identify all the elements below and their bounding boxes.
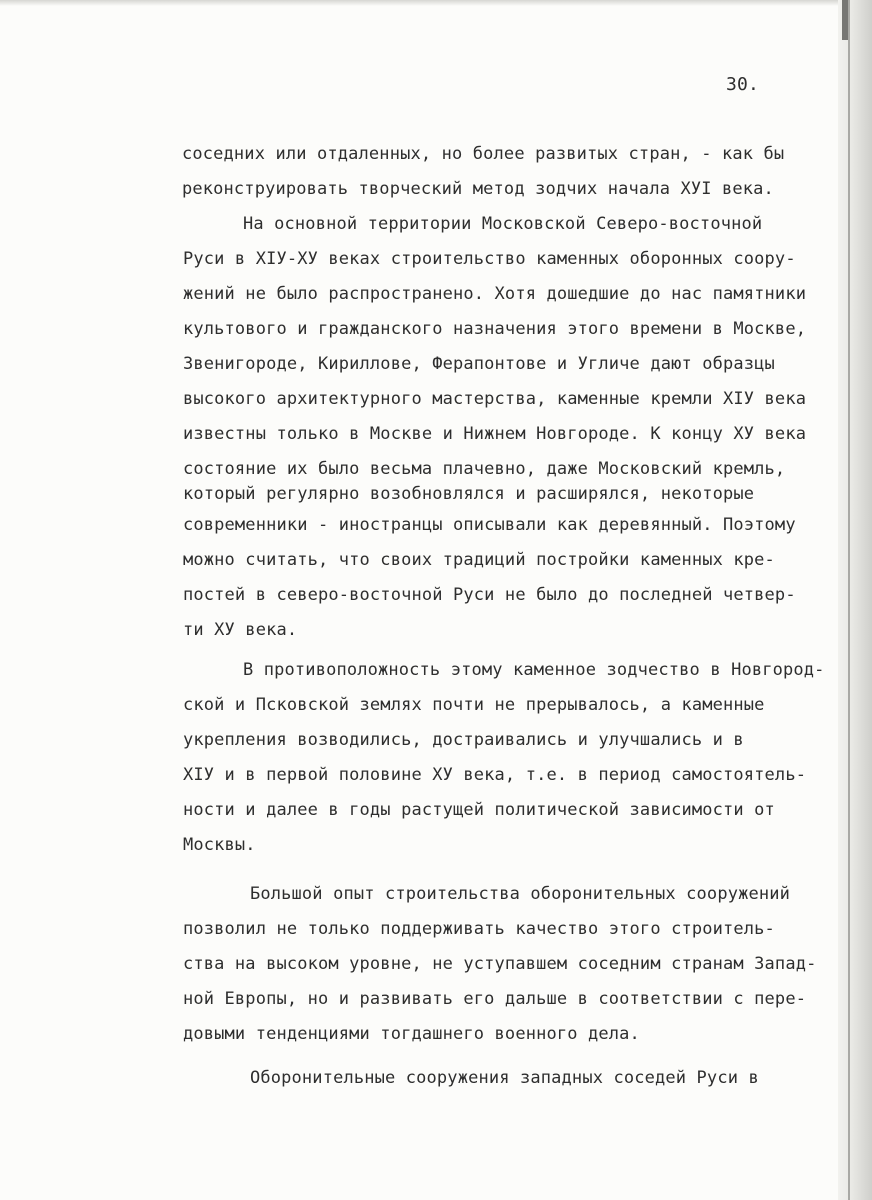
text-line: Руси в XIУ-ХУ веках строительство каменных оборонных соору- <box>183 249 796 269</box>
page-number: 30. <box>726 74 759 95</box>
text-line: жений не было распространено. Хотя дошедшие до нас памятники <box>183 284 807 304</box>
text-line: ской и Псковской землях почти не прерывалось, а каменные <box>183 695 765 715</box>
text-line: Звенигороде, Кириллове, Ферапонтове и Угличе дают образцы <box>183 354 775 374</box>
text-line: высокого архитектурного мастерства, каменные кремли XIУ века <box>183 389 807 409</box>
text-line: позволил не только поддерживать качество этого строитель- <box>183 919 775 939</box>
text-line: постей в северо-восточной Руси не было до последней четвер- <box>183 585 796 605</box>
text-line: известны только в Москве и Нижнем Новгороде. К концу ХУ века <box>183 424 807 444</box>
scan-top-shadow <box>0 0 840 6</box>
text-line: культового и гражданского назначения этого времени в Москве, <box>183 319 807 339</box>
text-line: ности и далее в годы растущей политической зависимости от <box>183 800 775 820</box>
text-line: Большой опыт строительства оборонительных сооружений <box>250 884 791 904</box>
text-line: Москвы. <box>183 835 256 855</box>
text-line: ной Европы, но и развивать его дальше в соответствии с пере- <box>183 989 807 1009</box>
text-line: Оборонительные сооружения западных соседей Руси в <box>250 1068 759 1088</box>
text-line: можно считать, что своих традиций постройки каменных кре- <box>183 550 775 570</box>
text-line: ти ХУ века. <box>183 620 298 640</box>
text-line: довыми тенденциями тогдашнего военного дела. <box>183 1024 640 1044</box>
scan-edge-line <box>848 0 850 1200</box>
scan-edge-mark <box>842 0 848 40</box>
text-line: состояние их было весьма плачевно, даже Московский кремль, <box>183 459 786 479</box>
text-line: XIУ и в первой половине ХУ века, т.е. в период самостоятель- <box>183 765 807 785</box>
text-line: укрепления возводились, достраивались и улучшались и в <box>183 730 744 750</box>
text-line: реконструировать творческий метод зодчих начала ХУI века. <box>182 179 774 199</box>
text-line: На основной территории Московской Северо-восточной <box>243 214 763 234</box>
text-line: соседних или отдаленных, но более развитых стран, - как бы <box>182 144 785 164</box>
scan-right-edge <box>838 0 872 1200</box>
text-line: который регулярно возобновлялся и расширялся, некоторые <box>183 484 755 504</box>
text-line: В противоположность этому каменное зодчество в Новгород- <box>243 660 825 680</box>
text-line: современники - иностранцы описывали как деревянный. Поэтому <box>183 515 796 535</box>
text-line: ства на высоком уровне, не уступавшем соседним странам Запад- <box>183 954 817 974</box>
